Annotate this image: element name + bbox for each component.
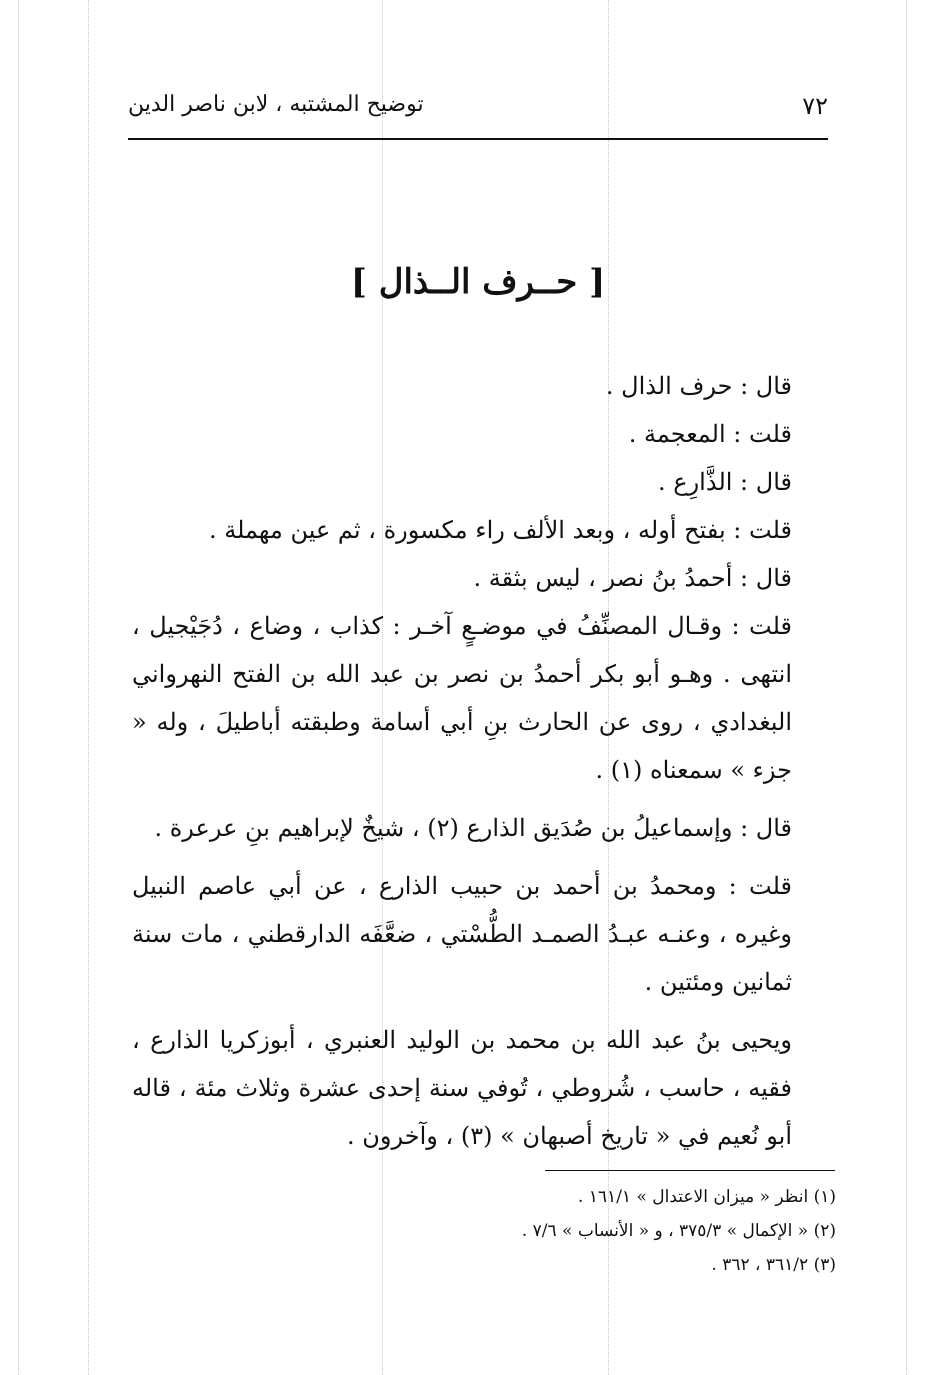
- page-header: [128, 92, 828, 132]
- paragraph: قال : الذَّارِع .: [658, 468, 792, 496]
- paragraph: قلت : ومحمدُ بن أحمد بن حبيب الذارع ، عن أبي عاصم النبيل وغيره ، وعنـه عبـدُ الصمـد الطُّسْتي ، ضعَّفَه الدارقطني ، مات سنة ثمانين ومئتين .: [132, 872, 792, 996]
- footnote: (٢) « الإكمال » ٣٧٥/٣ ، و « الأنساب » ٧/٦ .: [521, 1221, 836, 1241]
- running-title: توضيح المشتبه ، لابن ناصر الدين: [128, 92, 424, 117]
- scan-guide-line: [88, 0, 89, 1375]
- footnote: (٣) ٣٦١/٢ ، ٣٦٢ .: [711, 1255, 836, 1275]
- paragraph: قلت : المعجمة .: [628, 420, 792, 448]
- paragraph: قلت : بفتح أوله ، وبعد الألف راء مكسورة ، ثم عين مهملة .: [208, 516, 792, 544]
- footnotes: [400, 1180, 836, 1282]
- header-rule: [128, 138, 828, 140]
- footnote: (١) انظر « ميزان الاعتدال » ١٦١/١ .: [577, 1187, 836, 1207]
- scan-guide-line: [906, 0, 907, 1375]
- paragraph: ويحيى بنُ عبد الله بن محمد بن الوليد العنبري ، أبوزكريا الذارع ، فقيه ، حاسب ، شُروطي ، تُوفي سنة إحدى عشرة وثلاث مئة ، قاله أبو نُعيم في « تاريخ أصبهان » (٣) ، وآخرون .: [132, 1026, 792, 1150]
- paragraph: قال : أحمدُ بنُ نصر ، ليس بثقة .: [473, 564, 792, 592]
- paragraph: قال : حرف الذال .: [605, 372, 792, 400]
- scan-guide-line: [18, 0, 19, 1375]
- paragraph: قال : وإسماعيلُ بن صُدَيق الذارع (٢) ، شيخٌ لإبراهيم بنِ عرعرة .: [154, 814, 792, 842]
- body-text: [132, 362, 832, 1160]
- page-number: ٧٢: [802, 92, 828, 120]
- footnote-rule: [545, 1170, 835, 1171]
- chapter-title: [ حــرف الــذال ]: [350, 262, 606, 302]
- paragraph: قلت : وقـال المصنِّفُ في موضـعٍ آخـر : كذاب ، وضاع ، دُجَيْجيل ، انتهى . وهـو أبو بكر أحمدُ بن نصر بن عبد الله بن الفتح النهرواني البغدادي ، روى عن الحارث بنِ أبي أسامة وطبقته أباطيلَ ، وله « جزء » سمعناه (١) .: [132, 612, 792, 784]
